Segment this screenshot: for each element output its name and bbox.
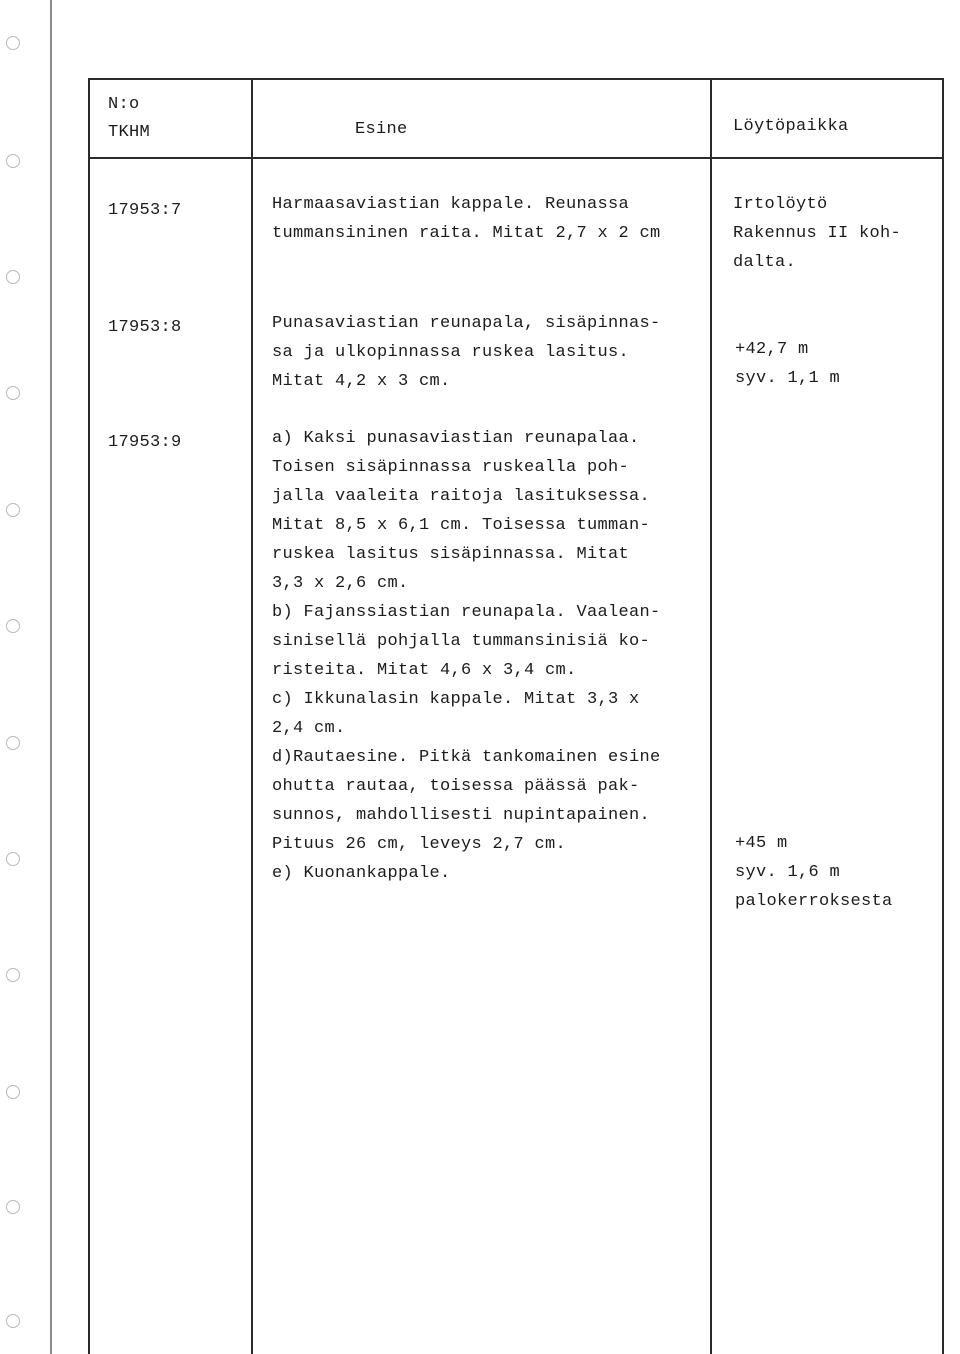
- description-line: Harmaasaviastian kappale. Reunassa: [272, 195, 630, 214]
- row-location: [735, 335, 840, 393]
- binder-hole: [6, 154, 20, 168]
- description-line: Punasaviastian reunapala, sisäpinnas-: [272, 314, 661, 333]
- location-line: palokerroksesta: [735, 892, 893, 911]
- location-line: Rakennus II koh-: [733, 224, 902, 243]
- binder-hole: [6, 852, 20, 866]
- description-line: d)Rautaesine. Pitkä tankomainen esine: [272, 748, 661, 767]
- description-line: Mitat 8,5 x 6,1 cm. Toisessa tumman-: [272, 516, 651, 535]
- location-line: syv. 1,6 m: [735, 863, 841, 882]
- row-id: 17953:7: [108, 201, 182, 220]
- row-location: [733, 190, 901, 277]
- description-line: 2,4 cm.: [272, 719, 346, 738]
- description-line: Pituus 26 cm, leveys 2,7 cm.: [272, 835, 567, 854]
- row-location: [735, 829, 893, 916]
- binder-hole: [6, 968, 20, 982]
- description-line: a) Kaksi punasaviastian reunapalaa.: [272, 429, 640, 448]
- description-line: sa ja ulkopinnassa ruskea lasitus.: [272, 343, 630, 362]
- column-divider-2: [710, 78, 712, 1354]
- header-museum-label: TKHM: [108, 123, 151, 142]
- table-right-border: [942, 78, 944, 1354]
- binder-hole: [6, 619, 20, 633]
- binder-hole: [6, 503, 20, 517]
- description-line: risteita. Mitat 4,6 x 3,4 cm.: [272, 661, 577, 680]
- location-line: Irtolöytö: [733, 195, 828, 214]
- column-divider-1: [251, 78, 253, 1354]
- location-line: +42,7 m: [735, 340, 809, 359]
- binder-hole: [6, 1085, 20, 1099]
- description-line: tummansininen raita. Mitat 2,7 x 2 cm: [272, 224, 661, 243]
- description-line: ruskea lasitus sisäpinnassa. Mitat: [272, 545, 630, 564]
- description-line: jalla vaaleita raitoja lasituksessa.: [272, 487, 651, 506]
- binder-hole: [6, 1314, 20, 1328]
- description-line: 3,3 x 2,6 cm.: [272, 574, 409, 593]
- row-id: 17953:9: [108, 433, 182, 452]
- table-left-border: [88, 78, 90, 1354]
- description-line: c) Ikkunalasin kappale. Mitat 3,3 x: [272, 690, 640, 709]
- location-line: dalta.: [733, 253, 797, 272]
- location-line: syv. 1,1 m: [735, 369, 841, 388]
- binder-hole: [6, 36, 20, 50]
- header-bottom-border: [88, 157, 944, 159]
- description-line: Mitat 4,2 x 3 cm.: [272, 372, 451, 391]
- description-line: Toisen sisäpinnassa ruskealla poh-: [272, 458, 630, 477]
- header-number-label: N:o: [108, 95, 140, 114]
- description-line: b) Fajanssiastian reunapala. Vaalean-: [272, 603, 661, 622]
- header-object-label: Esine: [355, 120, 408, 139]
- description-line: sinisellä pohjalla tummansinisiä ko-: [272, 632, 651, 651]
- description-line: ohutta rautaa, toisessa päässä pak-: [272, 777, 640, 796]
- binder-hole: [6, 386, 20, 400]
- description-line: sunnos, mahdollisesti nupintapainen.: [272, 806, 651, 825]
- location-line: +45 m: [735, 834, 788, 853]
- row-id: 17953:8: [108, 318, 182, 337]
- row-description: [272, 309, 661, 396]
- table-top-border: [88, 78, 944, 80]
- row-description: [272, 424, 661, 888]
- binder-margin-line: [50, 0, 52, 1354]
- binder-hole: [6, 1200, 20, 1214]
- description-line: e) Kuonankappale.: [272, 864, 451, 883]
- binder-hole: [6, 270, 20, 284]
- header-findspot-label: Löytöpaikka: [733, 117, 849, 136]
- row-description: [272, 190, 661, 248]
- binder-hole: [6, 736, 20, 750]
